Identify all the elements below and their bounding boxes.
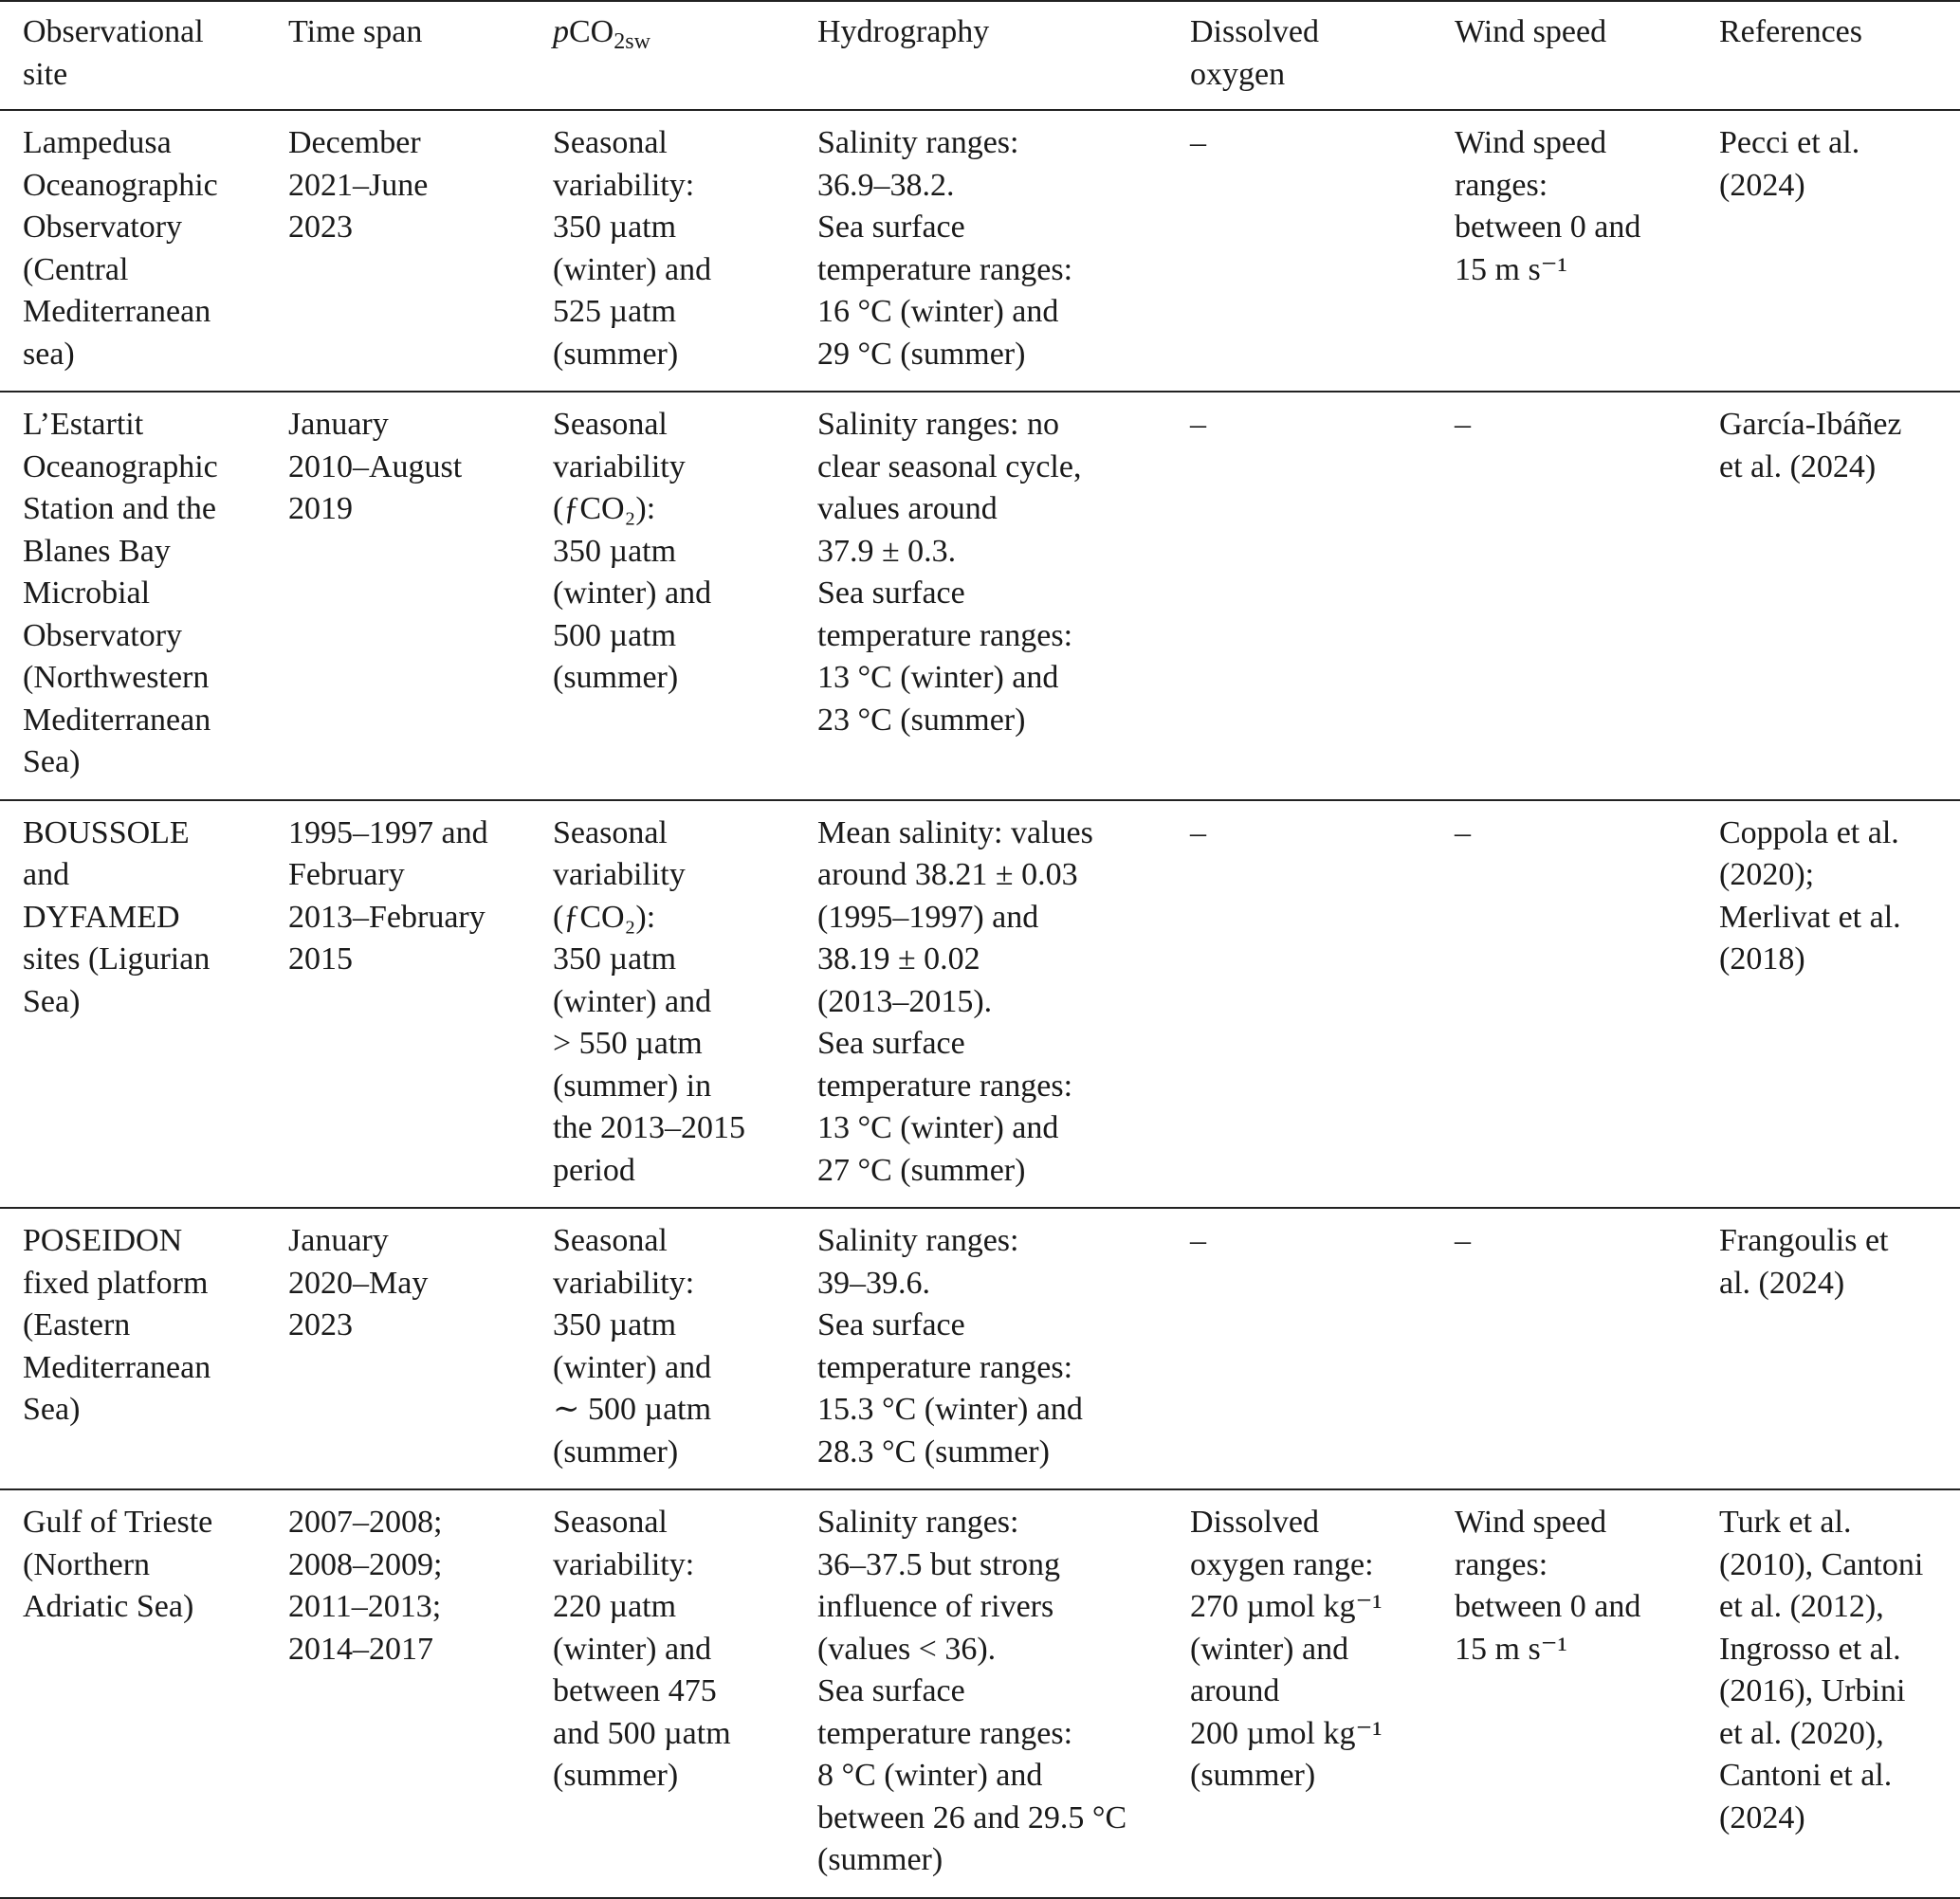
cell-wind-speed: – bbox=[1455, 1223, 1471, 1258]
cell-hydrography: Salinity ranges: 39–39.6. Sea surface temperature ranges: 15.3 °C (winter) and 28.3 °C (summer) bbox=[817, 1223, 1083, 1470]
table-row bbox=[0, 1208, 1960, 1489]
cell-site: Gulf of Trieste (Northern Adriatic Sea) bbox=[23, 1505, 213, 1624]
header-pco2-p: p bbox=[553, 14, 569, 49]
cell-time-span: December 2021–June 2023 bbox=[288, 125, 429, 245]
cell-pco2: Seasonal variability: 220 µatm (winter) and between 475 and 500 µatm (summer) bbox=[553, 1505, 731, 1793]
cell-references: García-Ibáñez et al. (2024) bbox=[1719, 407, 1902, 484]
cell-wind-speed: – bbox=[1455, 814, 1471, 850]
table-row bbox=[0, 800, 1960, 1209]
cell-time-span: January 2010–August 2019 bbox=[288, 407, 463, 526]
cell-pco2: Seasonal variability: 350 µatm (winter) and ∼ 500 µatm (summer) bbox=[553, 1223, 712, 1470]
header-time-span: Time span bbox=[288, 14, 423, 49]
table-row bbox=[0, 392, 1960, 800]
header-row bbox=[0, 1, 1960, 110]
table-body bbox=[0, 110, 1960, 1898]
cell-dissolved-oxygen: – bbox=[1190, 814, 1206, 850]
cell-dissolved-oxygen: – bbox=[1190, 1223, 1206, 1258]
cell-dissolved-oxygen: Dissolved oxygen range: 270 µmol kg⁻¹ (winter) and around 200 µmol kg⁻¹ (summer) bbox=[1190, 1505, 1383, 1793]
cell-site: POSEIDON fixed platform (Eastern Mediterranean Sea) bbox=[23, 1223, 211, 1427]
cell-pco2: Seasonal variability (ƒCO₂): 350 µatm (winter) and 500 µatm (summer) bbox=[553, 407, 712, 695]
header-hydrography: Hydrography bbox=[817, 14, 990, 49]
cell-time-span: 1995–1997 and February 2013–February 2015 bbox=[288, 814, 488, 977]
cell-time-span: January 2020–May 2023 bbox=[288, 1223, 429, 1342]
header-pco2 bbox=[530, 1, 795, 110]
cell-references: Frangoulis et al. (2024) bbox=[1719, 1223, 1889, 1301]
cell-time-span: 2007–2008; 2008–2009; 2011–2013; 2014–2017 bbox=[288, 1505, 443, 1667]
cell-hydrography: Salinity ranges: 36–37.5 but strong influence of rivers (values < 36). Sea surface temperature ranges: 8 °C (winter) and between 26 and 29.5 °C (summer) bbox=[817, 1505, 1127, 1877]
header-wind-speed: Wind speed bbox=[1455, 14, 1607, 49]
header-site: Observational site bbox=[23, 14, 204, 92]
cell-pco2: Seasonal variability (ƒCO₂): 350 µatm (winter) and > 550 µatm (summer) in the 2013–2015 period bbox=[553, 814, 746, 1188]
cell-references: Coppola et al. (2020); Merlivat et al. (2018) bbox=[1719, 814, 1901, 977]
cell-dissolved-oxygen: – bbox=[1190, 125, 1206, 160]
cell-site: Lampedusa Oceanographic Observatory (Central Mediterranean sea) bbox=[23, 125, 218, 372]
cell-references: Turk et al. (2010), Cantoni et al. (2012), Ingrosso et al. (2016), Urbini et al. (2020), Cantoni et al. (2024) bbox=[1719, 1505, 1924, 1835]
header-pco2-subscript: 2sw bbox=[614, 29, 650, 54]
table-header bbox=[0, 1, 1960, 110]
cell-hydrography: Salinity ranges: no clear seasonal cycle, values around 37.9 ± 0.3. Sea surface temperature ranges: 13 °C (winter) and 23 °C (summer) bbox=[817, 407, 1082, 738]
cell-hydrography: Mean salinity: values around 38.21 ± 0.03 (1995–1997) and 38.19 ± 0.02 (2013–2015). Sea surface temperature ranges: 13 °C (winter) and 27 °C (summer) bbox=[817, 814, 1093, 1188]
cell-dissolved-oxygen: – bbox=[1190, 407, 1206, 442]
cell-site: L’Estartit Oceanographic Station and the Blanes Bay Microbial Observatory (Northwestern Mediterranean Sea) bbox=[23, 407, 218, 779]
cell-wind-speed: – bbox=[1455, 407, 1471, 442]
header-references: References bbox=[1719, 14, 1863, 49]
header-dissolved-oxygen: Dissolved oxygen bbox=[1190, 14, 1319, 92]
cell-hydrography: Salinity ranges: 36.9–38.2. Sea surface temperature ranges: 16 °C (winter) and 29 °C (summer) bbox=[817, 125, 1073, 372]
table-row bbox=[0, 1489, 1960, 1898]
table-row bbox=[0, 110, 1960, 392]
cell-wind-speed: Wind speed ranges: between 0 and 15 m s⁻¹ bbox=[1455, 1505, 1641, 1667]
cell-site: BOUSSOLE and DYFAMED sites (Ligurian Sea) bbox=[23, 814, 211, 1019]
cell-wind-speed: Wind speed ranges: between 0 and 15 m s⁻¹ bbox=[1455, 125, 1641, 287]
header-pco2-co: CO bbox=[569, 14, 614, 49]
cell-pco2: Seasonal variability: 350 µatm (winter) and 525 µatm (summer) bbox=[553, 125, 712, 372]
cell-references: Pecci et al. (2024) bbox=[1719, 125, 1860, 203]
